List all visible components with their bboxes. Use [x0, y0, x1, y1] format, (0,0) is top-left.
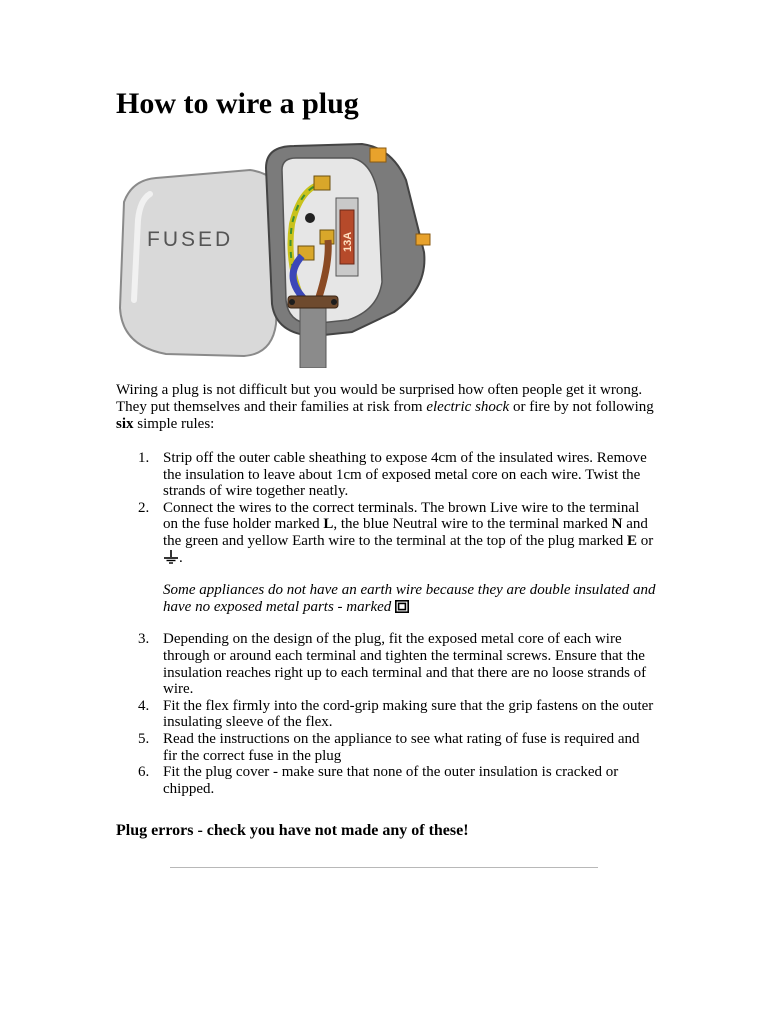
cable — [300, 300, 326, 368]
rule-item — [116, 450, 656, 500]
rule-item — [116, 631, 656, 697]
rule-text: . — [179, 549, 183, 566]
terminal-mark-l: L — [323, 516, 334, 533]
intro-bold: six — [116, 416, 134, 432]
horizontal-divider — [170, 867, 598, 868]
page-title: How to wire a plug — [116, 87, 359, 120]
double-insulated-note — [163, 582, 656, 615]
double-insulated-symbol-icon — [395, 600, 409, 613]
intro-text: simple rules: — [133, 416, 215, 432]
cord-grip-screw-left — [289, 299, 295, 305]
rule-text: , the blue Neutral wire to the terminal marked — [333, 516, 612, 533]
rule-text: or — [637, 532, 654, 549]
rule-item — [116, 500, 656, 616]
rule-text: Depending on the design of the plug, fit the exposed metal core of each wire through or around each terminal and tighten the terminal screws. Ensure that the insulation reaches right up to each terminal and that there are no loose strands of wire. — [163, 631, 647, 698]
rule-text: Fit the plug cover - make sure that none of the outer insulation is cracked or chipped. — [163, 764, 619, 797]
note-text: Some appliances do not have an earth wire because they are double insulated and have no exposed metal parts - marked — [163, 582, 656, 615]
terminal-mark-e: E — [627, 532, 638, 549]
rule-item — [116, 731, 656, 764]
rule-text: Connect the wires to the correct terminals. The brown Live wire to the terminal on the fuse holder marked — [163, 499, 640, 533]
center-screw — [305, 213, 315, 223]
intro-emphasis: electric shock — [426, 399, 510, 415]
live-pin — [416, 234, 430, 245]
rule-item — [116, 698, 656, 731]
errors-heading: Plug errors - check you have not made any of these! — [116, 822, 469, 839]
terminal-mark-n: N — [611, 516, 623, 533]
rule-number: 3. — [138, 631, 150, 648]
cord-grip — [288, 296, 338, 308]
cord-grip-screw-right — [331, 299, 337, 305]
rule-number: 4. — [138, 697, 150, 714]
rule-text: and the green and yellow Earth wire to the terminal at the top of the plug marked — [163, 516, 648, 549]
rule-number: 5. — [138, 730, 150, 747]
fuse-rating: 13A — [342, 231, 354, 252]
cover-label: FUSED — [147, 228, 234, 251]
rule-item — [116, 764, 656, 797]
earth-pin — [370, 148, 386, 162]
intro-text: Wiring a plug is not difficult but you would be surprised how often people get it wrong. They put themselves and their families at risk from — [116, 382, 643, 415]
rule-text: Fit the flex firmly into the cord-grip making sure that the grip fastens on the outer insulating sleeve of the flex. — [163, 697, 654, 731]
plug-illustration — [116, 140, 446, 368]
rule-number: 2. — [138, 499, 150, 516]
rule-number: 6. — [138, 764, 150, 781]
rule-text: Strip off the outer cable sheathing to expose 4cm of the insulated wires. Remove the insulation to leave about 1cm of exposed metal core on each wire. Twist the strands of wire together neatly. — [163, 450, 647, 500]
earth-terminal — [314, 176, 330, 190]
intro-paragraph — [116, 382, 656, 433]
earth-symbol-icon — [163, 550, 179, 564]
rule-text: Read the instructions on the appliance to see what rating of fuse is required and fir the correct fuse in the plug — [163, 730, 640, 764]
rule-number: 1. — [138, 450, 150, 466]
intro-text: or fire by not following — [509, 399, 654, 415]
rules-list — [116, 450, 656, 797]
